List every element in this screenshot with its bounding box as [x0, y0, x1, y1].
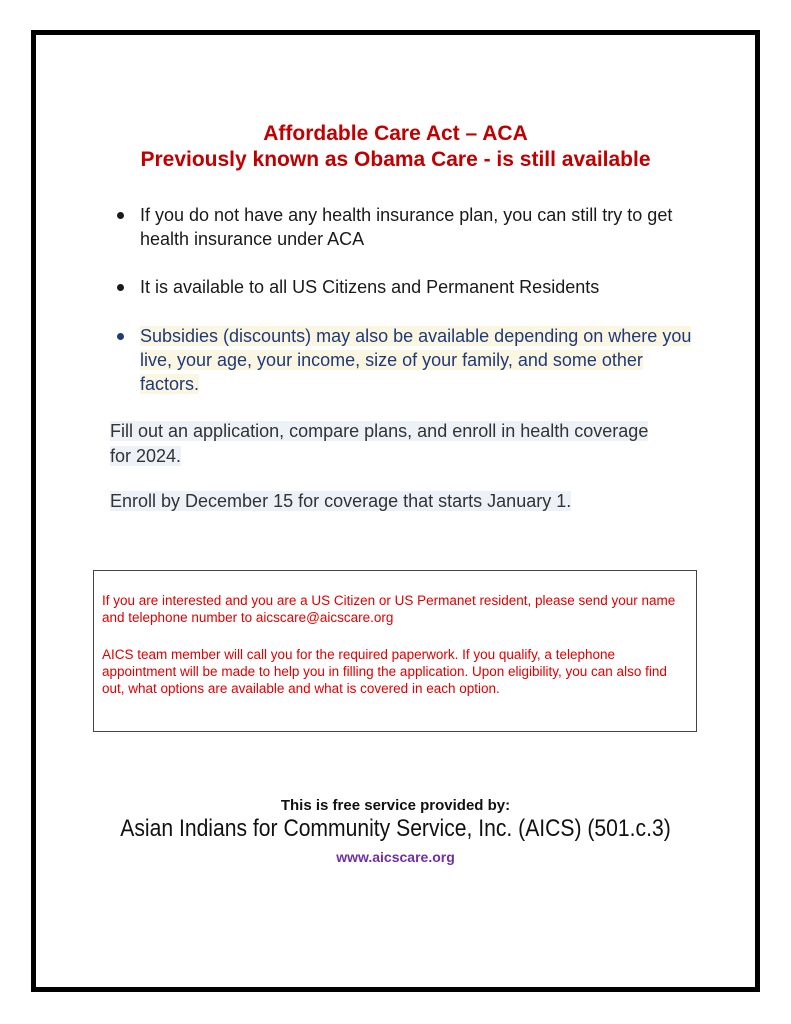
bullet-text: Subsidies (discounts) may also be available depending on where you live, your age, your income, size of your family, and some other factors. [140, 326, 692, 394]
bullet-text: If you do not have any health insurance plan, you can still try to get health insurance under ACA [140, 205, 673, 249]
bullet-icon [117, 284, 124, 291]
enroll-deadline [110, 489, 670, 514]
enroll-deadline-text: Enroll by December 15 for coverage that starts January 1. [110, 491, 572, 511]
bullet-text: It is available to all US Citizens and Permanent Residents [140, 277, 600, 297]
contact-notice-text: If you are interested and you are a US Citizen or US Permanet resident, please send your name and telephone number to aicscare@aicscare.org [102, 593, 676, 625]
flyer-title: Affordable Care Act – ACA [263, 122, 528, 145]
enroll-instructions-text: Fill out an application, compare plans, and enroll in health coverage for 2024. [110, 421, 649, 466]
bullet-icon [117, 212, 124, 219]
enroll-instructions [110, 419, 670, 469]
organization-name: Asian Indians for Community Service, Inc. (AICS) (501.c.3) [120, 815, 671, 842]
process-notice-text: AICS team member will call you for the required paperwork. If you qualify, a telephone appointment will be made to help you in filling the application. Upon eligibility, you can also find out, what options are available and what is covered in each option. [102, 647, 667, 696]
contact-notice-box [93, 570, 697, 732]
flyer-subtitle: Previously known as Obama Care - is still available [140, 148, 651, 171]
website-link[interactable]: www.aicscare.org [336, 849, 455, 865]
footer-lead: This is free service provided by: [280, 797, 511, 814]
bullet-icon [117, 333, 124, 340]
